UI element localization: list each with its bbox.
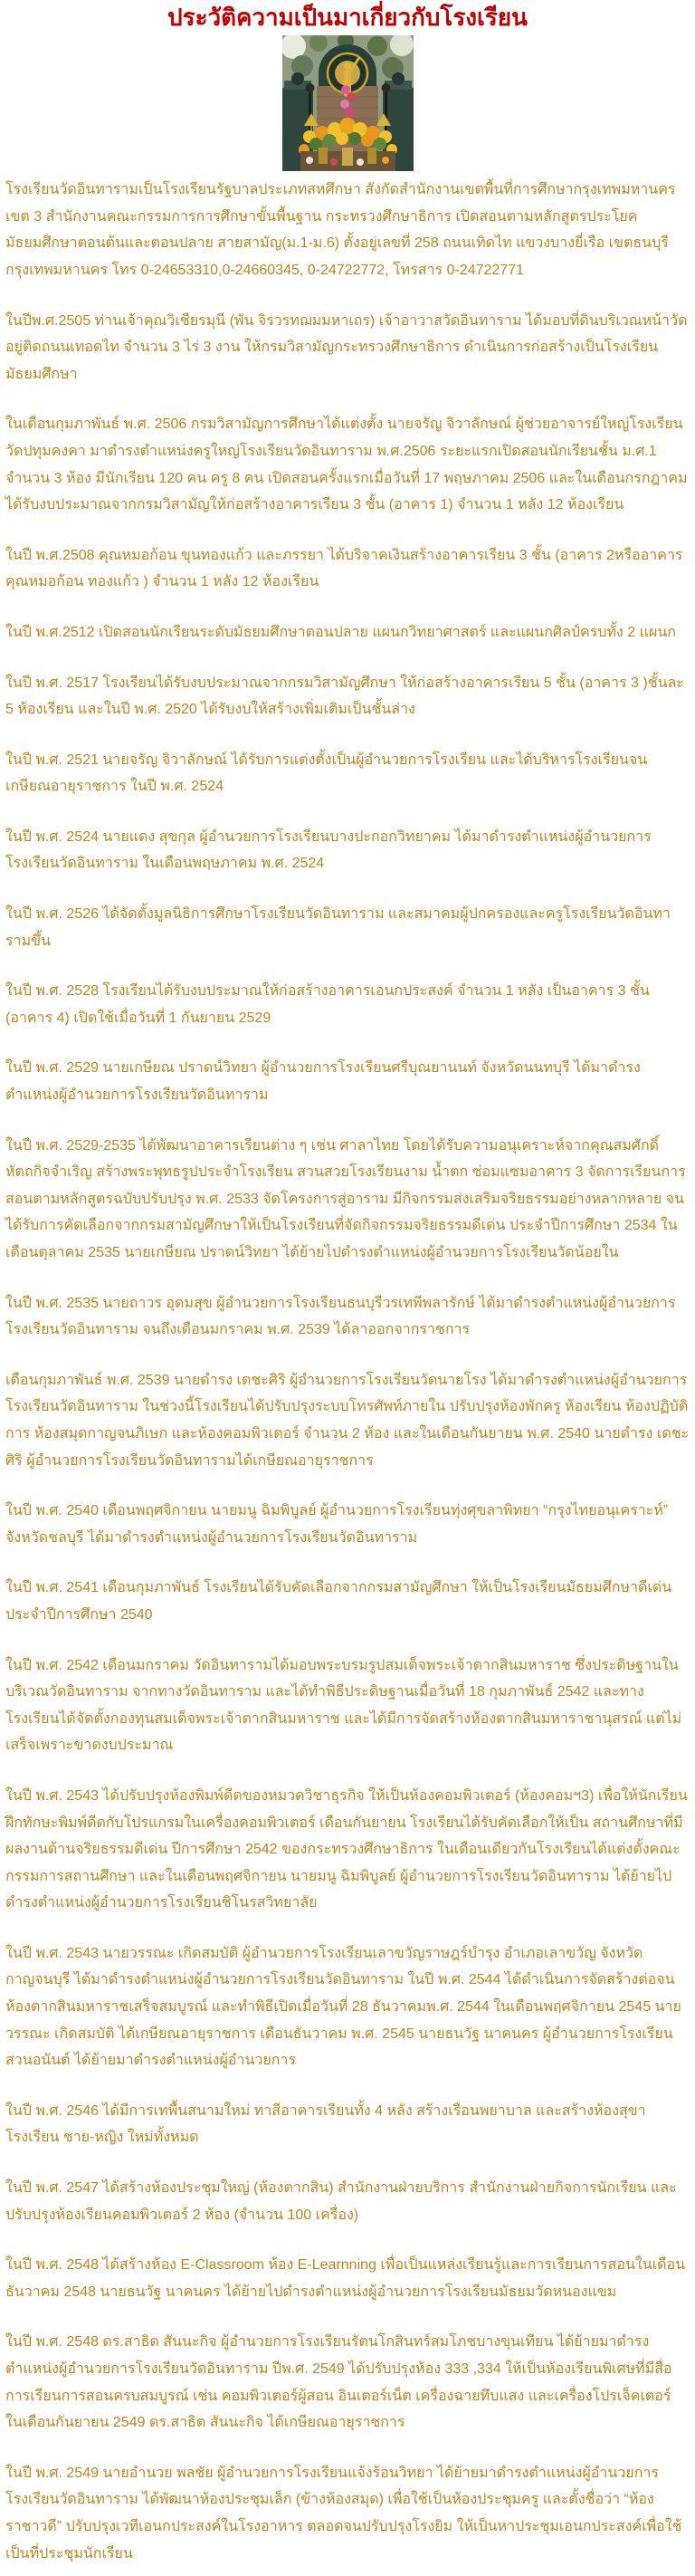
history-paragraph: ในปี พ.ศ. 2542 เดือนมกราคม วัดอินทารามได้มอบพระบรมรูปสมเด็จพระเจ้าตากสินมหาราช ซึ่งประดิษฐานในบริเวณวัดอินทาราม จากทางวัดอินทาราม และได้ทำพิธีประดิษฐานเมื่อวันที่ 18 กุมภาพันธ์ 2542 และทางโรงเรียนได้จัดตั้งกองทุนสมเด็จพระเจ้าตากสินมหาราช และได้มีการจัดสร้างห้องตากสินมหาราชานุสรณ์ แต่ไม่เสร็จเพราะขาดงบประมาณ [5,1657,682,1754]
history-paragraph: ในปี พ.ศ. 2549 นายอำนวย พลชัย ผู้อำนวยการโรงเรียนแจ้งร้อนวิทยา ได้ย้ายมาดำรงตำแหน่งผู้อำนวยการโรงเรียนวัดอินทาราม ได้พัฒนาห้องประชุมเล็ก (ข้างห้องสมุด) เพื่อใช้เป็นห้องประชุมครู และตั้งชื่อว่า “ห้องราชาวดี” ปรับปรุงเวทีเอนกประสงค์ในโรงอาหาร ตลอดจนปรับปรุงโรงยิม ให้เป็นหาประชุมเอนกประสงค์เพื่อใช้เป็นที่ประชุมนักเรียน [5,2465,682,2562]
history-paragraph: เดือนกุมภาพันธ์ พ.ศ. 2539 นายดำรง เดชะศิริ ผู้อำนวยการโรงเรียนวัดนายโรง ได้มาดำรงตำแหน่งผู้อำนวยการโรงเรียนวัดอินทาราม ในช่วงนี้โรงเรียนได้ปรับปรุงระบบโทรศัพท์ภายใน ปรับปรุงห้องพักครู ห้องเรียน ห้องปฏิบัติการ ห้องสมุดกาญจนภิเษก และห้องคอมพิวเตอร์ จำนวน 2 ห้อง และในเดือนกันยายน พ.ศ. 2540 นายดำรง เดชะศิริ ผู้อำนวยการโรงเรียนวัดอินทารามได้เกษียณอายุราชการ [5,1372,690,1469]
history-paragraph: ในปี พ.ศ. 2548 ดร.สาธิต สันนะกิจ ผู้อำนวยการโรงเรียนรัตนโกสินทร์สมโภชบางขุนเทียน ได้ย้ายมาดำรงตำแหน่งผู้อำนวยการโรงเรียนวัดอินทาราม ปีพ.ศ. 2549 ได้ปรับปรุงห้อง 333 ,334 ให้เป็นห้องเรียนพิเศษที่มีสื่อการเรียนการสอนครบสมบูรณ์ เช่น คอมพิวเตอร์ผู้สอน อินเตอร์เน็ต เครื่องฉายทึบแสง และเครื่องโปรเจ็คเตอร์ ในเดือนกันยายน 2549 ดร.สาธิต สันนะกิจ ได้เกษียณอายุราชการ [5,2334,672,2431]
history-paragraph: ในปี พ.ศ. 2541 เดือนกุมภาพันธ์ โรงเรียนได้รับคัดเลือกจากกรมสามัญศึกษา ให้เป็นโรงเรียนมัธยมศึกษาดีเด่น ประจำปีการศึกษา 2540 [5,1580,672,1623]
history-paragraph: ในปี พ.ศ. 2526 ได้จัดตั้งมูลนิธิการศึกษาโรงเรียนวัดอินทาราม และสมาคมผู้ปกครองและครูโรงเรียนวัดอินทารามขึ้น [5,906,671,949]
history-paragraph: ในปี พ.ศ. 2529 นายเกษียณ ปราดน์วิทยา ผู้อำนวยการโรงเรียนศรีบุณยานนท์ จังหวัดนนทบุรี ได้มาดำรงตำแหน่งผู้อำนวยการโรงเรียนวัดอินทาราม [5,1060,641,1104]
shrine-photo [282,35,414,171]
history-paragraph: ในปี พ.ศ. 2543 นายวรรณะ เกิดสมบัติ ผู้อำนวยการโรงเรียนเลาขวัญราษฎร์บำรุง อำเภอเลาขวัญ จังหวัดกาญจนบุรี ได้มาดำรงตำแหน่งผู้อำนวยการโรงเรียนวัดอินทาราม ในปี พ.ศ. 2544 ได้ดำเนินการจัดสร้างต่อจน ห้องตากสินมหาราชเสร็จสมบูรณ์ และทำพิธีเปิดเมื่อวันที่ 28 ธันวาคมพ.ศ. 2544 ในเดือนพฤศจิกายน 2545 นายวรรณะ เกิดสมบัติ ได้เกษียณอายุราชการ เดือนธันวาคม พ.ศ. 2545 นายธนวัฐ นาคนคร ผู้อำนวยการโรงเรียนสวนอนันต์ ได้ย้ายมาดำรงตำแหน่งผู้อำนวยการ [5,1945,681,2069]
shrine-photo-illustration [282,35,414,171]
history-paragraph: ในปี พ.ศ. 2540 เดือนพฤศจิกายน นายมนู ฉิมพิบูลย์ ผู้อำนวยการโรงเรียนทุ่งศุขลาพิทยา “กรุงไทยอนุเคราะห์” จังหวัดชลบุรี ได้มาดำรงตำแหน่งผู้อำนวยการโรงเรียนวัดอินทาราม [5,1503,669,1546]
history-paragraph: ในปี พ.ศ. 2543 ได้ปรับปรุงห้องพิมพ์ดีดของหมวดวิชาธุรกิจ ให้เป็นห้องคอมพิวเตอร์ (ห้องคอมฯ3) เพื่อให้นักเรียนฝึกทักษะพิมพ์ดีดกับโปรแกรมในเครื่องคอมพิวเตอร์ เดือนกันยายน โรงเรียนได้รับคัดเลือกให้เป็น สถานศึกษาที่มีผลงานด้านจริยธรรมดีเด่น ปีการศึกษา 2542 ของกระทรวงศึกษาธิการ ในเดือนเดียวกันโรงเรียนได้แต่งตั้งคณะกรรมการสถานศึกษา และในเดือนพฤศจิกายน นายมนู ฉิมพิบูลย์ ผู้อำนวยการโรงเรียนวัดอินทาราม ได้ย้ายไปดำรงตำแหน่งผู้อำนวยการโรงเรียนชิโนรสวิทยาลัย [5,1787,688,1911]
history-paragraph: ในปี พ.ศ. 2535 นายถาวร อุดมสุข ผู้อำนวยการโรงเรียนธนบุรีวรเทพีพลารักษ์ ได้มาดำรงตำแหน่งผู้อำนวยการโรงเรียนวัดอินทาราม จนถึงเดือนมกราคม พ.ศ. 2539 ได้ลาออกจากราชการ [5,1295,676,1338]
history-paragraph: ในเดือนกุมภาพันธ์ พ.ศ. 2506 กรมวิสามัญการศึกษาได้แต่งตั้ง นายจรัญ จิวาลักษณ์ ผู้ช่วยอาจารย์ใหญ่โรงเรียนวัดปทุมคงคา มาดำรงตำแหน่งครูใหญ่โรงเรียนวัดอินทาราม พ.ศ.2506 ระยะแรกเปิดสอนนักเรียนชั้น ม.ศ.1 จำนวน 3 ห้อง มีนักเรียน 120 คน ครู 8 คน เปิดสอนครั้งแรกเมื่อวันที่ 17 พฤษภาคม 2506 และในเดือนกรกฎาคม ได้รับงบประมาณจากกรมวิสามัญให้ก่อสร้างอาคารเรียน 3 ชั้น (อาคาร 1) จำนวน 1 หลัง 12 ห้องเรียน [5,417,688,513]
history-paragraph: โรงเรียนวัดอินทารามเป็นโรงเรียนรัฐบาลประเภทสหศึกษา สังกัดสำนักงานเขตพื้นที่การศึกษากรุงเทพมหานคร เขต 3 สำนักงานคณะกรรมการการศึกษาขั้นพื้นฐาน กระทรวงศึกษาธิการ เปิดสอนตามหลักสูตรประโยคมัธยมศึกษาตอนต้นและตอนปลาย สายสามัญ(ม.1-ม.6) ตั้งอยู่เลขที่ 258 ถนนเทิดไท แขวงบางยี่เรือ เขตธนบุรี กรุงเทพมหานคร โทร 0-24653310,0-24660345, 0-24722772, โทรสาร 0-24722771 [5,182,676,278]
history-paragraph: ในปี พ.ศ. 2524 นายแดง สุขกุล ผู้อำนวยการโรงเรียนบางปะกอกวิทยาคม ได้มาดำรงตำแหน่งผู้อำนวยการโรงเรียนวัดอินทาราม ในเดือนพฤษภาคม พ.ศ. 2524 [5,828,652,872]
history-paragraph: ในปี พ.ศ. 2528 โรงเรียนได้รับงบประมาณให้ก่อสร้างอาคารเอนกประสงค์ จำนวน 1 หลัง เป็นอาคาร 3 ชั้น (อาคาร 4) เปิดใช้เมื่อวันที่ 1 กันยายน 2529 [5,983,650,1026]
history-paragraph: ในปี พ.ศ. 2546 ได้มีการเทพื้นสนามใหม่ ทาสีอาคารเรียนทั้ง 4 หลัง สร้างเรือนพยาบาล และสร้างห้องสุขาโรงเรียน ชาย-หญิง ใหม่ทั้งหมด [5,2102,646,2146]
history-paragraph: ในปี พ.ศ. 2529-2535 ได้พัฒนาอาคารเรียนต่าง ๆ เช่น ศาลาไทย โดยได้รับความอนุเคราะห์จากคุณสมศักดิ์ หัตถกิจจำเริญ สร้างพระพุทธรูปประจำโรงเรียน สวนสวยโรงเรียนงาม น้ำตก ซ่อมแซมอาคาร 3 จัดการเรียนการสอนตามหลักสูตรฉบับปรับปรุง พ.ศ. 2533 จัดโครงการสู่อาราม มีกิจกรรมส่งเสริมจริยธรรมอย่างหลากหลาย จนได้รับการคัดเลือกจากกรมสามัญศึกษาให้เป็นโรงเรียนที่จัดกิจกรรมจริยธรรมดีเด่น ประจำปีการศึกษา 2534 ในเดือนตุลาคม 2535 นายเกษียณ ปราดน์วิทยา ได้ย้ายไปดำรงตำแหน่งผู้อำนวยการโรงเรียนวัดน้อยใน [5,1137,686,1260]
history-paragraph: ในปี พ.ศ. 2547 ได้สร้างห้องประชุมใหญ่ (ห้องตากสิน) สำนักงานฝ่ายบริการ สำนักงานฝ่ายกิจการนักเรียน และปรับปรุงห้องเรียนคอมพิวเตอร์ 2 ห้อง (จำนวน 100 เครื่อง) [5,2180,677,2223]
history-paragraph: ในปี พ.ศ. 2521 นายจรัญ จิวาลักษณ์ ได้รับการแต่งตั้งเป็นผู้อำนวยการโรงเรียน และได้บริหารโรงเรียนจนเกษียณอายุราชการ ในปี พ.ศ. 2524 [5,752,648,795]
history-paragraph: ในปี พ.ศ. 2548 ได้สร้างห้อง E-Classroom ห้อง E-Learnning เพื่อเป็นแหล่งเรียนรู้และการเรียนการสอนในเดือนธันวาคม 2548 นายธนวัฐ นาคนคร ได้ย้ายไปดำรงตำแหน่งผู้อำนวยการโรงเรียนมัธยมวัดหนองแขม [5,2257,686,2300]
history-paragraph: ในปี พ.ศ. 2517 โรงเรียนได้รับงบประมาณจากกรมวิสามัญศึกษา ให้ก่อสร้างอาคารเรียน 5 ชั้น (อาคาร 3 )ชั้นละ 5 ห้องเรียน และในปี พ.ศ. 2520 ได้รับงบให้สร้างเพิ่มเติมเป็นชั้นล่าง [5,675,684,718]
history-paragraphs [5,177,690,2567]
history-paragraph: ในปีพ.ศ.2505 ท่านเจ้าคุณวิเชียรมุนี (พัน จิรวรทฌมมหาเถร) เจ้าอาวาสวัดอินทาราม ได้มอบที่ดินบริเวณหน้าวัดอยู่ติดถนนเทอดไท จำนวน 3 ไร่ 3 งาน ให้กรมวิสามัญกระทรวงศึกษาธิการ ดำเนินการก่อสร้างเป็นโรงเรียนมัธยมศึกษา [5,312,688,382]
history-paragraph: ในปี พ.ศ.2512 เปิดสอนนักเรียนระดับมัธยมศึกษาตอนปลาย แผนกวิทยาศาสตร์ และแผนกศิลป์ครบทั้ง 2 แผนก [5,624,676,640]
history-paragraph: ในปี พ.ศ.2508 คุณหมอก้อน ขุนทองแก้ว และภรรยา ได้บริจาคเงินสร้างอาคารเรียน 3 ชั้น (อาคาร 2หรืออาคารคุณหมอก้อน ทองแก้ว ) จำนวน 1 หลัง 12 ห้องเรียน [5,547,683,590]
page-title: ประวัติความเป็นมาเกี่ยวกับโรงเรียน [167,4,528,31]
